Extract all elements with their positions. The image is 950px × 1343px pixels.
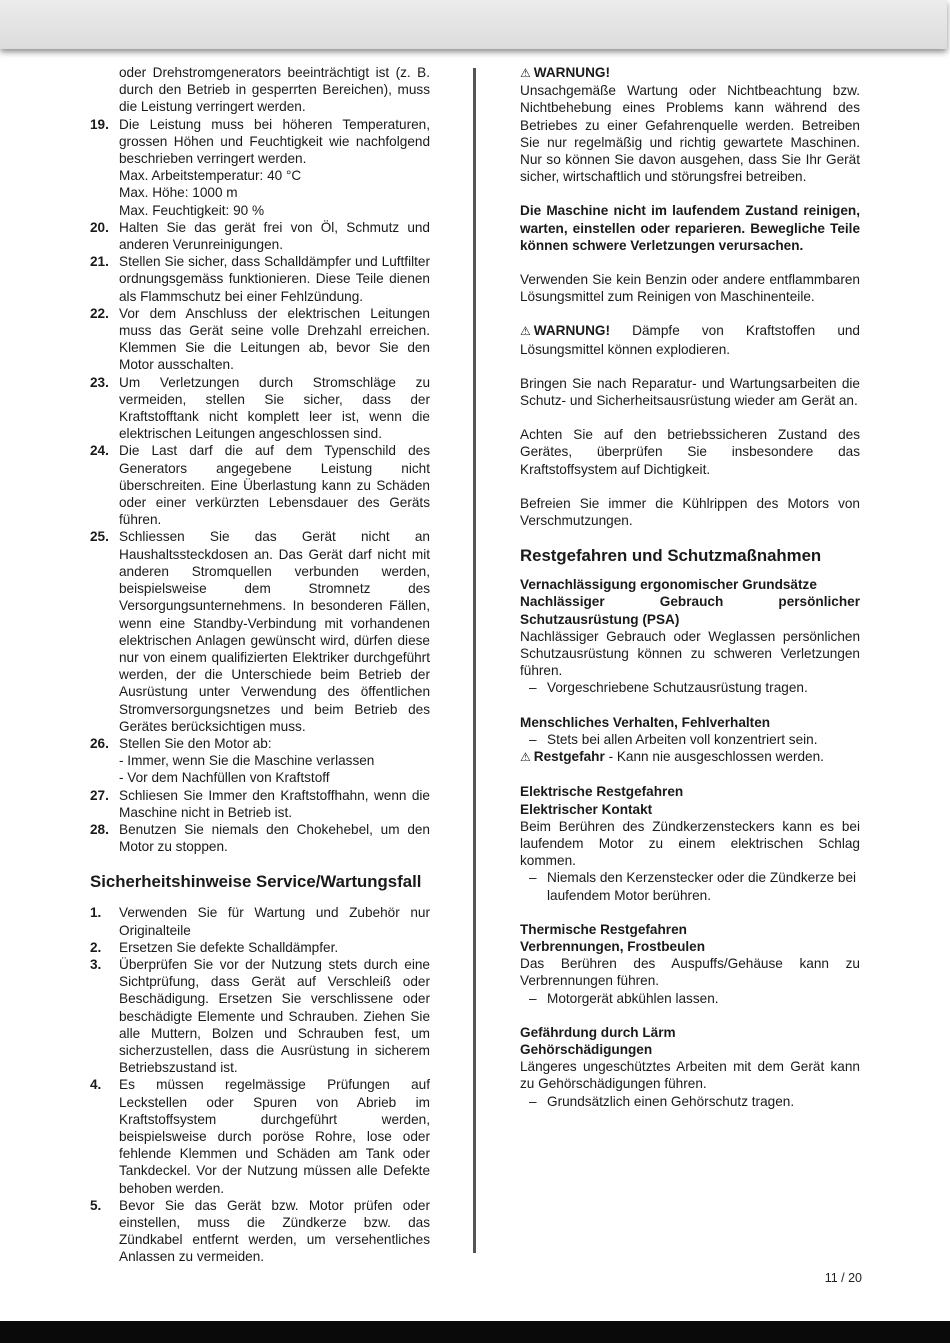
human-behavior-measure: – Stets bei allen Arbeiten voll konzentriert sein.	[529, 731, 818, 747]
burns-heading: Verbrennungen, Frostbeulen	[520, 938, 706, 954]
noise-heading: Gefährdung durch Lärm	[520, 1024, 676, 1040]
list-text: Benutzen Sie niemals den Chokehebel, um den Motor zu stoppen.	[119, 821, 430, 855]
list-number: 23.	[90, 374, 109, 390]
dash-bullet: –	[529, 870, 537, 886]
list-text: Ersetzen Sie defekte Schalldämpfer.	[119, 939, 339, 955]
residual-risks-heading: Restgefahren und Schutzmaßnahmen	[520, 546, 822, 566]
page-number: 11 / 20	[824, 1271, 862, 1285]
list-item-25	[90, 528, 430, 734]
list-item-21	[90, 253, 430, 305]
service-item-5	[90, 1197, 430, 1266]
dash-bullet: –	[529, 1093, 537, 1109]
electrical-text: Beim Berühren des Zündkerzensteckers kann es bei laufendem Motor zu einem elektrischen Schlag kommen.	[520, 818, 860, 869]
list-number: 4.	[90, 1077, 102, 1093]
service-item-2	[90, 939, 430, 956]
ergonomics-heading: Vernachlässigung ergonomischer Grundsätze	[520, 577, 817, 593]
list-number: 2.	[90, 939, 102, 955]
list-item-19	[90, 116, 430, 219]
thermal-measure: – Motorgerät abkühlen lassen.	[529, 990, 719, 1006]
spec-altitude: Max. Höhe: 1000 m	[119, 185, 238, 201]
list-text: Halten Sie das gerät frei von Öl, Schmutz und anderen Verunreinigungen.	[119, 219, 430, 253]
stop-condition-2: - Vor dem Nachfüllen von Kraftstoff	[119, 770, 330, 786]
list-text: Schliessen Sie das Gerät nicht an Haushaltssteckdosen an. Das Gerät darf nicht mit anderen Stromquellen verbunden werden, beispielsweise dem Stromnetz des Versorgungsunternehmens. In besonderen Fällen, wenn eine Standby-Verbindung mit vorhandenen elektrischen Anlagen gewünscht wird, dürfen diese nur von einem qualifizierten Elektriker durchgeführt werden, der die Unterschiede beim Betrieb der Ausrüstung unter Verwendung des öffentlichen Stromversorgungsnetzes und beim Betrieb des Gerätes berücksichtigen muss.	[119, 529, 430, 734]
ppe-heading: Nachlässiger Gebrauch persönlicher Schutzausrüstung (PSA)	[520, 594, 860, 627]
stop-condition-1: - Immer, wenn Sie die Maschine verlassen	[119, 753, 375, 769]
hearing-damage-heading: Gehörschädigungen	[520, 1041, 653, 1057]
list-number: 5.	[90, 1197, 102, 1213]
service-item-1	[90, 904, 430, 938]
intro-continuation: oder Drehstromgenerators beeinträchtigt ist (z. B. durch den Betrieb in gesperrten Bereichen), muss die Leistung verringert werden.	[119, 65, 430, 115]
list-item-28	[90, 821, 430, 855]
residual-risk-line: ⚠ Restgefahr - Kann nie ausgeschlossen werden.	[520, 748, 860, 766]
service-heading: Sicherheitshinweise Service/Wartungsfall	[90, 872, 422, 892]
service-item-3	[90, 956, 430, 1076]
paragraph-repair: Bringen Sie nach Reparatur- und Wartungsarbeiten die Schutz- und Sicherheitsausrüstung wieder am Gerät an.	[520, 375, 860, 409]
ppe-text: Nachlässiger Gebrauch oder Weglassen persönlichen Schutzausrüstung können zu schweren Verletzungen führen.	[520, 628, 860, 679]
warning-triangle-icon: ⚠	[520, 750, 531, 765]
list-number: 26.	[90, 735, 109, 751]
right-column	[520, 64, 860, 1110]
list-item-26	[90, 735, 430, 787]
warning-vapors: ⚠ WARNUNG! Dämpfe von Kraftstoffen und Lösungsmittel können explodieren.	[520, 323, 860, 357]
list-number: 21.	[90, 254, 109, 270]
warning-triangle-icon: ⚠	[520, 324, 531, 339]
footer-bar	[0, 1321, 950, 1343]
list-number: 20.	[90, 219, 109, 235]
list-item-20	[90, 219, 430, 253]
ppe-measure: – Vorgeschriebene Schutzausrüstung tragen.	[529, 680, 808, 696]
paragraph-cooling-fins: Befreien Sie immer die Kühlrippen des Motors von Verschmutzungen.	[520, 495, 860, 529]
list-text: Schliesen Sie Immer den Kraftstoffhahn, wenn die Maschine nicht in Betrieb ist.	[119, 787, 430, 820]
list-number: 3.	[90, 956, 102, 972]
thermal-text: Das Berühren des Auspuffs/Gehäuse kann zu Verbrennungen führen.	[520, 956, 860, 989]
list-text: Es müssen regelmässige Prüfungen auf Leckstellen oder Spuren von Abrieb im Kraftstoffsystem durchgeführt werden, beispielsweise durch poröse Rohre, lose oder fehlende Klemmen und Schäden am Tank oder Tankdeckel. Vor der Nutzung müssen alle Defekte behoben werden.	[119, 1077, 430, 1196]
list-text: Bevor Sie das Gerät bzw. Motor prüfen oder einstellen, muss die Zündkerze bzw. das Zündkabel entfernt werden, um versehentliches Anlassen zu vermeiden.	[119, 1197, 430, 1265]
list-item-27	[90, 787, 430, 821]
warning-text: Unsachgemäße Wartung oder Nichtbeachtung bzw. Nichtbehebung eines Problems kann während des Betriebes zu einer Gefahrenquelle werden. Betreiben Sie nur regelmäßig und richtig gewartete Maschinen. Nur so können Sie davon ausgehen, dass Sie Ihr Gerät sicher, wirtschaftlich und störungsfrei betreiben.	[520, 83, 860, 185]
list-item-24	[90, 442, 430, 528]
noise-text: Längeres ungeschütztes Arbeiten mit dem Gerät kann zu Gehörschädigungen führen.	[520, 1059, 860, 1092]
spec-humidity: Max. Feuchtigkeit: 90 %	[119, 202, 265, 218]
dash-bullet: –	[529, 680, 537, 696]
list-text: Verwenden Sie für Wartung und Zubehör nur Originalteile	[119, 905, 430, 938]
electrical-measure: – Niemals den Kerzenstecker oder die Zündkerze bei laufendem Motor berühren.	[529, 870, 857, 903]
thermal-heading: Thermische Restgefahren	[520, 921, 687, 937]
list-text: Stellen Sie den Motor ab:	[119, 735, 272, 751]
list-number: 1.	[90, 905, 102, 921]
list-text: Um Verletzungen durch Stromschläge zu vermeiden, stellen Sie sicher, dass der Kraftstofftank nicht komplett leer ist, wenn die elektrischen Leitungen angeschlossen sind.	[119, 374, 430, 442]
list-text: Stellen Sie sicher, dass Schalldämpfer und Luftfilter ordnungsgemäss funktionieren. Diese Teile dienen als Flammschutz bei einer Fehlzündung.	[119, 254, 430, 304]
list-number: 19.	[90, 116, 109, 132]
list-number: 24.	[90, 443, 109, 459]
bold-notice: Die Maschine nicht im laufendem Zustand reinigen, warten, einstellen oder reparieren. Bewegliche Teile können schwere Verletzungen verursachen.	[520, 203, 860, 253]
list-number: 25.	[90, 529, 109, 545]
spec-temperature: Max. Arbeitstemperatur: 40 °C	[119, 168, 302, 184]
list-text: Vor dem Anschluss der elektrischen Leitungen muss das Gerät seine volle Drehzahl erreichen. Klemmen Sie die Leitungen ab, bevor Sie den Motor ausschalten.	[119, 305, 430, 373]
list-number: 27.	[90, 787, 109, 803]
electrical-contact-heading: Elektrischer Kontakt	[520, 801, 653, 817]
header-bar	[0, 0, 947, 49]
warning-triangle-icon: ⚠	[520, 66, 531, 80]
list-text: Die Leistung muss bei höheren Temperaturen, grossen Höhen und Feuchtigkeit wie nachfolgend beschrieben verringert werden.	[119, 116, 430, 167]
list-text: Überprüfen Sie vor der Nutzung stets durch eine Sichtprüfung, dass Gerät auf Verschleiß oder Beschädigung. Ersetzen Sie verschlissene oder beschädigte Elemente und Schrauben. Ziehen Sie alle Muttern, Bolzen und Schrauben fest, um sicherzustellen, dass die Ausrüstung in sicherem Betriebszustand ist.	[119, 956, 430, 1076]
dash-bullet: –	[529, 731, 537, 747]
left-column	[90, 64, 430, 1266]
service-item-4	[90, 1076, 430, 1196]
list-item-23	[90, 374, 430, 443]
list-number: 22.	[90, 305, 109, 321]
list-text: Die Last darf die auf dem Typenschild des Generators angegebene Leistung nicht überschreiten. Eine Überlastung kann zu Schäden oder einer verkürzten Lebensdauer des Geräts führen.	[119, 443, 430, 528]
human-behavior-heading: Menschliches Verhalten, Fehlverhalten	[520, 714, 771, 730]
noise-measure: – Grundsätzlich einen Gehörschutz tragen.	[529, 1093, 795, 1109]
electrical-heading: Elektrische Restgefahren	[520, 784, 684, 800]
paragraph-safe-state: Achten Sie auf den betriebssicheren Zustand des Gerätes, überprüfen Sie insbesondere das Kraftstoffsystem auf Dichtigkeit.	[520, 427, 860, 477]
column-divider	[473, 68, 476, 1253]
dash-bullet: –	[529, 990, 537, 1006]
paragraph-benzin: Verwenden Sie kein Benzin oder andere entflammbaren Lösungsmittel zum Reinigen von Maschinenteile.	[520, 272, 860, 305]
list-item-22	[90, 305, 430, 374]
warning-label: ⚠ WARNUNG!	[520, 64, 860, 82]
list-number: 28.	[90, 821, 109, 837]
